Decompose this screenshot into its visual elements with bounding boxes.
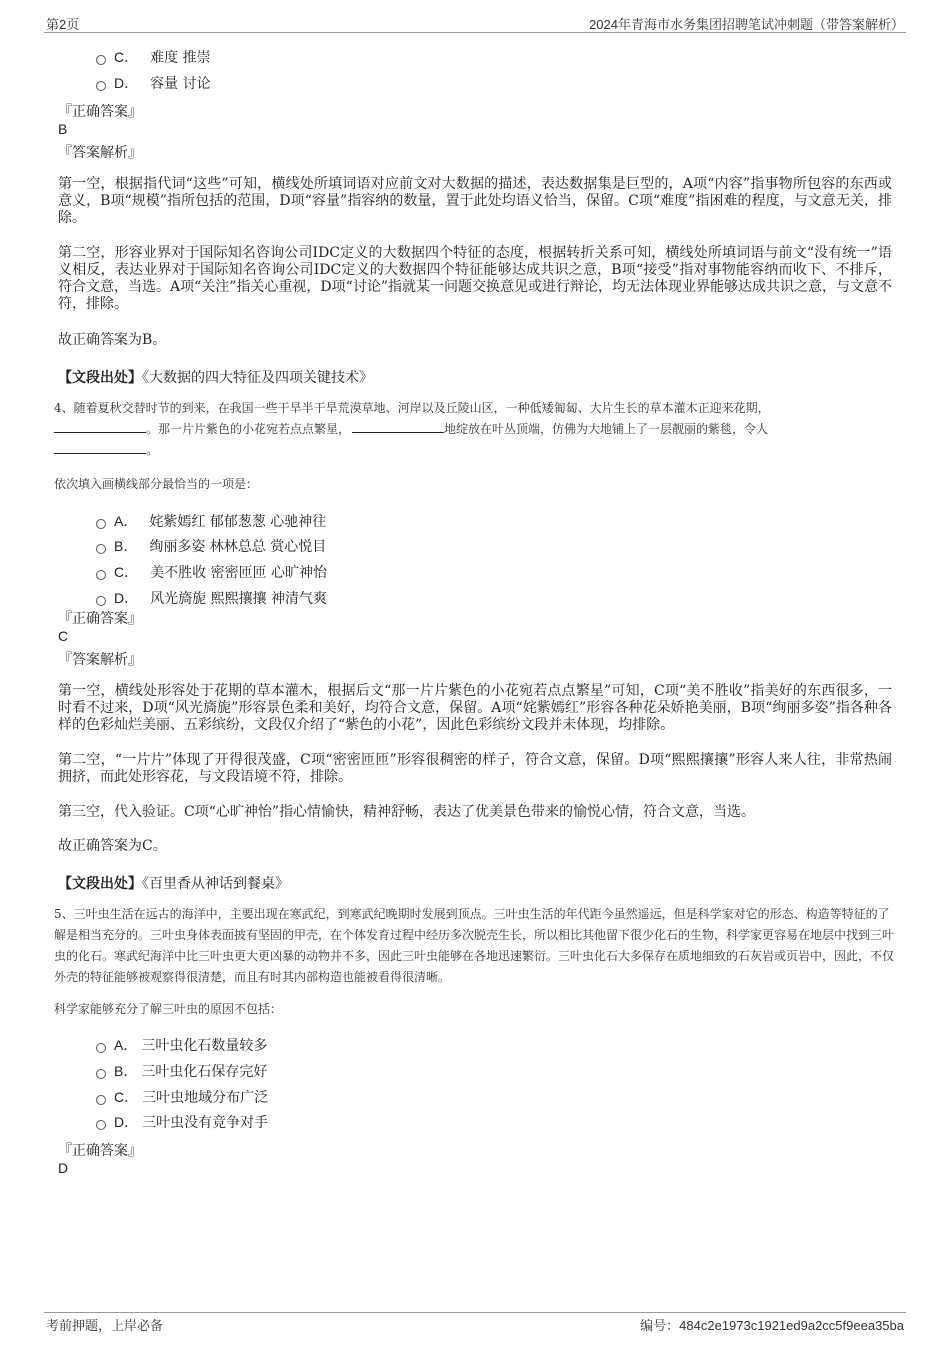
blank-1: [54, 420, 146, 433]
radio-icon[interactable]: [96, 1095, 106, 1105]
radio-icon[interactable]: [96, 596, 106, 606]
q4-analysis-p2: 第二空，“一片片”体现了开得很茂盛，C项“密密匝匝”形容很稠密的样子，符合文意，保留。D项“熙熙攘攘”形容人来人往，非常热闹拥挤，而此处形容花，与文段语境不符，排除。: [58, 752, 892, 785]
page-header: [44, 12, 906, 33]
radio-icon[interactable]: [96, 1120, 106, 1130]
q5-option-c[interactable]: C． 三叶虫地域分布广泛: [96, 1087, 268, 1107]
blank-3: [54, 441, 146, 454]
document-code: 编号：484c2e1973c1921ed9a2cc5f9eea35ba: [640, 1318, 904, 1333]
q4-source: 【文段出处】《百里香从神话到餐桌》: [58, 876, 289, 892]
q3-analysis-label: 『答案解析』: [58, 145, 142, 161]
q4-answer: C: [58, 628, 69, 644]
q5-option-a[interactable]: A． 三叶虫化石数量较多: [96, 1035, 267, 1055]
q5-stem: 5、三叶虫生活在远古的海洋中，主要出现在寒武纪，到寒武纪晚期时发展到顶点。三叶虫生活的年代距今虽然遥远，但是科学家对它的形态、构造等特征的了解是相当充分的。三叶虫身体表面披有坚固的甲壳，在个体发育过程中经历多次脱壳生长，所以相比其他留下很少化石的生物，科学家更容易在地层中找到三叶虫的化石。寒武纪海洋中比三叶虫更大更凶暴的动物并不多，因此三叶虫能够在各地迅速繁衍。三叶虫化石大多保存在质地细致的石灰岩或页岩中，因此，不仅外壳的特征能够被观察得很清楚，而且有时其内部构造也能被看得很清晰。: [54, 907, 895, 984]
q3-analysis-p1: 第一空，根据指代词“这些”可知，横线处所填词语对应前文对大数据的描述，表达数据集是巨型的，A项“内容”指事物所包容的东西或意义，B项“规模”指所包括的范围，D项“容量”指容纳的数量，置于此处均语义恰当，保留。C项“难度”指困难的程度，与文意无关，排除。: [58, 176, 892, 226]
q4-correct-answer-label: 『正确答案』: [58, 611, 142, 627]
page-footer: [44, 1312, 906, 1335]
radio-icon[interactable]: [96, 55, 106, 65]
q4-option-d[interactable]: D． 风光旖旎 熙熙攘攘 神清气爽: [96, 588, 327, 608]
q4-option-c[interactable]: C． 美不胜收 密密匝匝 心旷神怡: [96, 562, 327, 582]
q4-analysis-p1: 第一空，横线处形容处于花期的草本灌木，根据后文“那一片片紫色的小花宛若点点繁星”可知，C项“美不胜收”指美好的东西很多，一时看不过来，D项“风光旖旎”形容景色柔和美好，均符合文意，保留。A项“姹紫嫣红”形容各种花朵娇艳美丽，B项“绚丽多姿”指各种各样的色彩灿烂美丽、五彩缤纷，文段仅介绍了“紫色的小花”，因此色彩缤纷文段并未体现，均排除。: [58, 683, 892, 733]
q3-option-d[interactable]: D． 容量 讨论: [96, 73, 211, 93]
q5-option-d[interactable]: D． 三叶虫没有竞争对手: [96, 1112, 268, 1132]
q4-option-b[interactable]: B． 绚丽多姿 林林总总 赏心悦目: [96, 536, 326, 556]
q5-correct-answer-label: 『正确答案』: [58, 1143, 142, 1159]
radio-icon[interactable]: [96, 544, 106, 554]
q3-source: 【文段出处】《大数据的四大特征及四项关键技术》: [58, 370, 373, 386]
q4-analysis-conclusion: 故正确答案为C。: [58, 838, 167, 854]
document-title: 2024年青海市水务集团招聘笔试冲刺题（带答案解析）: [589, 17, 904, 32]
q4-prompt: 依次填入画横线部分最恰当的一项是：: [54, 477, 259, 491]
radio-icon[interactable]: [96, 519, 106, 529]
q5-answer: D: [58, 1160, 69, 1176]
page-number: 第2页: [46, 17, 80, 32]
q3-correct-answer-label: 『正确答案』: [58, 104, 142, 120]
q5-prompt: 科学家能够充分了解三叶虫的原因不包括：: [54, 1002, 283, 1016]
q3-option-c[interactable]: C． 难度 推崇: [96, 47, 211, 67]
q4-stem: 4、随着夏秋交替时节的到来，在我国一些干旱半干旱荒漠草地、河岸以及丘陵山区，一种低矮匍匐、大片生长的草本灌木正迎来花期， 。那一片片紫色的小花宛若点点繁星， 地绽放在叶丛顶端，仿佛为大地铺上了一层靓丽的紫毯，令人 。: [54, 401, 770, 457]
q4-analysis-label: 『答案解析』: [58, 652, 142, 668]
q3-answer: B: [58, 121, 68, 137]
radio-icon[interactable]: [96, 1069, 106, 1079]
radio-icon[interactable]: [96, 570, 106, 580]
q3-analysis-p2: 第二空，形容业界对于国际知名咨询公司IDC定义的大数据四个特征的态度，根据转折关系可知，横线处所填词语与前文“没有统一”语义相反，表达业界对于国际知名咨询公司IDC定义的大数据四个特征能够达成共识之意，B项“接受”指对事物能容纳而收下、不排斥，符合文意，当选。A项“关注”指关心重视，D项“讨论”指就某一问题交换意见或进行辩论，均无法体现业界能够达成共识之意，与文意不符，排除。: [58, 245, 892, 312]
q4-analysis-p3: 第三空，代入验证。C项“心旷神怡”指心情愉快，精神舒畅，表达了优美景色带来的愉悦心情，符合文意，当选。: [58, 804, 756, 820]
footer-slogan: 考前押题，上岸必备: [46, 1318, 164, 1333]
q3-analysis-conclusion: 故正确答案为B。: [58, 332, 167, 348]
q4-option-a[interactable]: A． 姹紫嫣红 郁郁葱葱 心驰神往: [96, 511, 326, 531]
radio-icon[interactable]: [96, 1043, 106, 1053]
blank-2: [352, 420, 444, 433]
q5-option-b[interactable]: B． 三叶虫化石保存完好: [96, 1061, 267, 1081]
radio-icon[interactable]: [96, 81, 106, 91]
